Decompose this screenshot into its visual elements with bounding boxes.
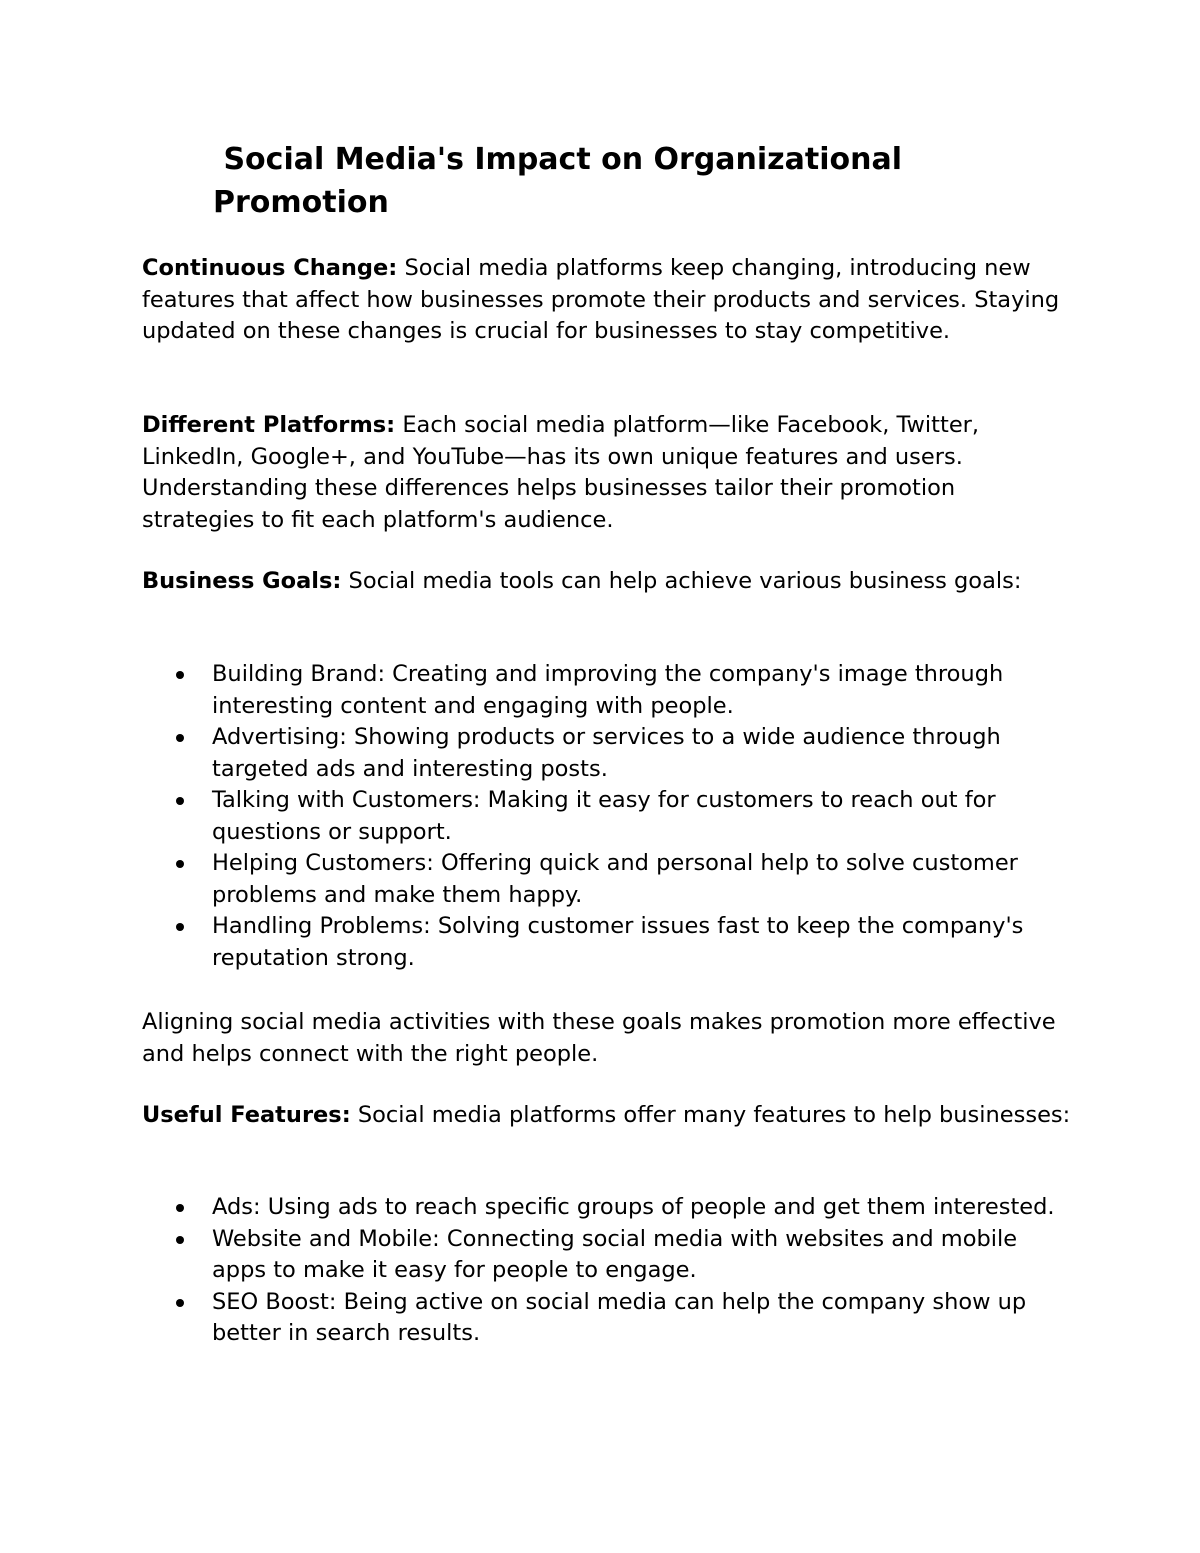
- heading-useful-features: Useful Features:: [142, 1102, 351, 1128]
- paragraph-business-goals: [142, 566, 1072, 598]
- text-different-platforms: Each social media platform—like Facebook, Twitter, LinkedIn, Google+, and YouTube—has its own unique features and users. Understanding these differences helps businesses tailor their promotion strategies to fit each platform's audience.: [142, 412, 980, 533]
- list-item-text: Advertising: Showing products or services to a wide audience through targeted ads and interesting posts.: [212, 724, 1001, 782]
- bullet-icon: [176, 1236, 184, 1244]
- business-goals-list: [142, 659, 1072, 974]
- list-item: [142, 785, 1072, 848]
- paragraph-different-platforms: [142, 410, 1072, 536]
- heading-different-platforms: Different Platforms:: [142, 412, 396, 438]
- bullet-icon: [176, 734, 184, 742]
- bullet-icon: [176, 671, 184, 679]
- list-item: [142, 911, 1072, 974]
- list-item: [142, 722, 1072, 785]
- bullet-icon: [176, 923, 184, 931]
- bullet-icon: [176, 1204, 184, 1212]
- text-continuous-change: Social media platforms keep changing, introducing new features that affect how businesses promote their products and services. Staying updated on these changes is crucial for businesses to stay competitive.: [142, 255, 1060, 344]
- list-item-text: Building Brand: Creating and improving the company's image through interesting content and engaging with people.: [212, 661, 1004, 719]
- list-item: [142, 659, 1072, 722]
- list-item: [142, 848, 1072, 911]
- bullet-icon: [176, 1299, 184, 1307]
- list-item: [142, 1224, 1072, 1287]
- text-useful-features: Social media platforms offer many features to help businesses:: [350, 1102, 1071, 1128]
- text-business-goals: Social media tools can help achieve various business goals:: [341, 568, 1022, 594]
- heading-business-goals: Business Goals:: [142, 568, 342, 594]
- paragraph-continuous-change: [142, 253, 1072, 348]
- paragraph-alignment: Aligning social media activities with these goals makes promotion more effective and helps connect with the right people.: [142, 1009, 1056, 1067]
- list-item-text: SEO Boost: Being active on social media can help the company show up better in search results.: [212, 1288, 1027, 1346]
- bullet-icon: [176, 797, 184, 805]
- list-item-text: Ads: Using ads to reach specific groups of people and get them interested.: [212, 1194, 1055, 1220]
- list-item: [142, 1192, 1072, 1224]
- list-item-text: Handling Problems: Solving customer issues fast to keep the company's reputation strong.: [212, 913, 1024, 971]
- list-item-text: Talking with Customers: Making it easy for customers to reach out for questions or support.: [212, 787, 996, 845]
- features-list: [142, 1192, 1072, 1350]
- paragraph-useful-features: [142, 1100, 1072, 1132]
- page-title: Social Media's Impact on Organizational Promotion: [213, 142, 913, 220]
- list-item: [142, 1287, 1072, 1350]
- list-item-text: Website and Mobile: Connecting social media with websites and mobile apps to make it easy for people to engage.: [212, 1225, 1018, 1283]
- list-item-text: Helping Customers: Offering quick and personal help to solve customer problems and make them happy.: [212, 850, 1018, 908]
- heading-continuous-change: Continuous Change:: [142, 255, 398, 281]
- bullet-icon: [176, 860, 184, 868]
